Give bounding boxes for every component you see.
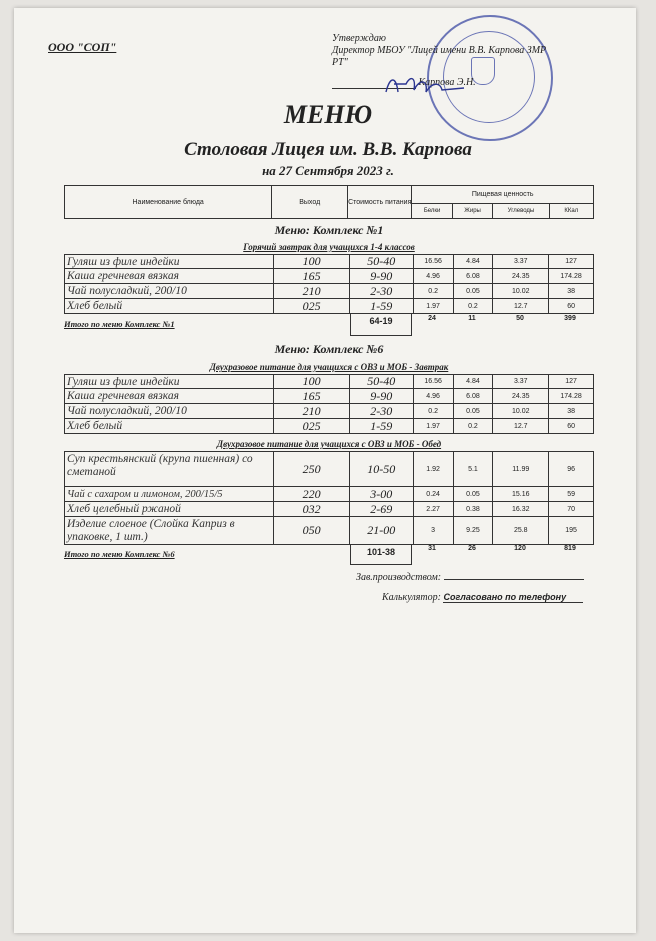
- dish-carbs: 16.32: [493, 502, 549, 516]
- dish-protein: 2.27: [414, 502, 454, 516]
- dish-output: 165: [274, 269, 350, 283]
- dish-protein: 0.2: [414, 404, 454, 418]
- dish-carbs: 10.02: [493, 404, 549, 418]
- dish-output: 250: [274, 452, 350, 486]
- dish-protein: 3: [414, 517, 454, 544]
- dish-fat: 9.25: [454, 517, 494, 544]
- dish-kcal: 38: [567, 407, 575, 415]
- dish-output: 025: [274, 299, 350, 313]
- dish-carbs: 24.35: [493, 389, 549, 403]
- dish-price: 2-30: [350, 284, 414, 298]
- dish-protein: 4.96: [414, 389, 454, 403]
- dish-price: 9-90: [350, 269, 414, 283]
- table-row: [64, 502, 594, 517]
- dish-carbs: 11.99: [493, 452, 549, 486]
- complex6-group-lunch: Двухразовое питание для учащихся с ОВЗ и МОБ - Обед: [216, 439, 442, 449]
- approve-position-cont: РТ": [332, 57, 348, 68]
- complex1-total-price: 64-19: [350, 314, 412, 336]
- complex1-title: Меню: Комплекс №1: [274, 223, 384, 237]
- header-protein: Белки: [412, 203, 452, 218]
- dish-kcal: 38: [567, 287, 575, 295]
- dish-name: Хлеб целебный ржаной: [65, 502, 274, 516]
- dish-output: 165: [274, 389, 350, 403]
- approve-position: Директор МБОУ "Лицей имени В.В. Карпова ЗМР: [332, 45, 547, 56]
- header-carbs: Углеводы: [493, 203, 549, 218]
- complex1-group: Горячий завтрак для учащихся 1-4 классов: [243, 242, 415, 252]
- dish-name: Гуляш из филе индейки: [65, 375, 274, 388]
- production-signature-line: [444, 579, 584, 580]
- complex6-total-price: 101-38: [350, 545, 412, 565]
- table-row: [64, 269, 594, 284]
- dish-price: 3-00: [350, 487, 414, 501]
- dish-fat: 4.84: [454, 375, 494, 388]
- dish-output: 220: [274, 487, 350, 501]
- dish-name: Суп крестьянский (крупа пшенная) со сметаной: [65, 452, 274, 486]
- dish-output: 100: [274, 255, 350, 268]
- complex6-title: Меню: Комплекс №6: [274, 342, 384, 356]
- dish-output: 210: [274, 404, 350, 418]
- calculator-row: [382, 592, 583, 603]
- dish-name: Каша гречневая вязкая: [65, 389, 274, 403]
- header-nutrition: Пищевая ценность: [412, 186, 594, 204]
- complex1-total-kcal: 399: [564, 315, 576, 322]
- table-row: [64, 254, 594, 269]
- dish-output: 210: [274, 284, 350, 298]
- dish-price: 1-59: [350, 299, 414, 313]
- dish-output: 050: [274, 517, 350, 544]
- dish-fat: 0.2: [454, 299, 494, 313]
- dish-carbs: 15.16: [493, 487, 549, 501]
- approve-label: Утверждаю: [332, 33, 386, 44]
- calculator-label: Калькулятор:: [382, 592, 441, 603]
- production-row: [356, 572, 584, 583]
- menu-date: на 27 Сентября 2023 г.: [262, 163, 394, 178]
- dish-kcal: 60: [567, 302, 575, 310]
- complex1-total-fat: 11: [468, 315, 476, 322]
- complex1-total-carbs: 50: [516, 315, 524, 322]
- dish-name: Чай полусладкий, 200/10: [65, 404, 274, 418]
- dish-fat: 0.05: [454, 284, 494, 298]
- dish-name: Хлеб белый: [65, 299, 274, 313]
- dish-fat: 5.1: [454, 452, 494, 486]
- dish-kcal: 127: [565, 378, 577, 385]
- dish-protein: 1.92: [414, 452, 454, 486]
- dish-price: 9-90: [350, 389, 414, 403]
- header-output: Выход: [272, 186, 348, 219]
- dish-output: 100: [274, 375, 350, 388]
- complex1-total-label: Итого по меню Комплекс №1: [64, 319, 175, 329]
- header-kcal: ККал: [549, 203, 593, 218]
- dish-name: Чай с сахаром и лимоном, 200/15/5: [65, 487, 274, 501]
- table-row: [64, 374, 594, 389]
- dish-carbs: 3.37: [493, 375, 549, 388]
- dish-protein: 0.2: [414, 284, 454, 298]
- header-price: Стоимость питания: [348, 186, 412, 219]
- calculator-value: Согласовано по телефону: [443, 592, 583, 603]
- table-row: [64, 389, 594, 404]
- table-row: [64, 487, 594, 502]
- complex6-group-breakfast: Двухразовое питание для учащихся с ОВЗ и МОБ - Завтрак: [209, 362, 449, 372]
- table-row: [64, 419, 594, 434]
- dish-protein: 4.96: [414, 269, 454, 283]
- complex6-total-carbs: 120: [514, 545, 526, 552]
- dish-carbs: 24.35: [493, 269, 549, 283]
- dish-name: Хлеб белый: [65, 419, 274, 433]
- dish-protein: 1.97: [414, 299, 454, 313]
- complex6-total-protein: 31: [428, 545, 436, 552]
- complex1-total-protein: 24: [428, 315, 436, 322]
- dish-price: 21-00: [350, 517, 414, 544]
- dish-price: 50-40: [350, 375, 414, 388]
- dish-carbs: 25.8: [493, 517, 549, 544]
- dish-carbs: 3.37: [493, 255, 549, 268]
- dish-price: 50-40: [350, 255, 414, 268]
- dish-protein: 0.24: [414, 487, 454, 501]
- table-row: [64, 299, 594, 314]
- dish-kcal: 127: [565, 258, 577, 265]
- complex6-total-kcal: 819: [564, 545, 576, 552]
- dish-fat: 6.08: [454, 389, 494, 403]
- dish-name: Каша гречневая вязкая: [65, 269, 274, 283]
- dish-fat: 6.08: [454, 269, 494, 283]
- organization-name: ООО "СОП": [48, 40, 117, 54]
- dish-name: Чай полусладкий, 200/10: [65, 284, 274, 298]
- dish-fat: 0.05: [454, 404, 494, 418]
- dish-carbs: 12.7: [493, 299, 549, 313]
- complex6-total-fat: 26: [468, 545, 476, 552]
- dish-kcal: 174.28: [560, 272, 582, 280]
- header-name: Наименование блюда: [65, 186, 272, 219]
- dish-price: 2-30: [350, 404, 414, 418]
- school-name: Столовая Лицея им. В.В. Карпова: [184, 139, 472, 160]
- dish-fat: 4.84: [454, 255, 494, 268]
- dish-protein: 1.97: [414, 419, 454, 433]
- table-row: [64, 284, 594, 299]
- complex6-total-label: Итого по меню Комплекс №6: [64, 549, 175, 559]
- dish-name: Гуляш из филе индейки: [65, 255, 274, 268]
- dish-price: 10-50: [350, 452, 414, 486]
- table-row: [64, 451, 594, 487]
- dish-carbs: 10.02: [493, 284, 549, 298]
- approve-name: Карпова Э.Н.: [418, 77, 476, 88]
- table-header: [64, 185, 594, 219]
- dish-protein: 16.56: [414, 255, 454, 268]
- dish-price: 1-59: [350, 419, 414, 433]
- dish-name: Изделие слоеное (Слойка Каприз в упаковке, 1 шт.): [65, 517, 274, 544]
- header-fat: Жиры: [452, 203, 492, 218]
- dish-price: 2-69: [350, 502, 414, 516]
- page-title: МЕНЮ: [283, 100, 373, 129]
- dish-kcal: 60: [567, 422, 575, 430]
- dish-kcal: 174.28: [560, 392, 582, 400]
- dish-protein: 16.56: [414, 375, 454, 388]
- table-row: [64, 517, 594, 545]
- handwritten-signature: [380, 72, 470, 100]
- dish-kcal: 59: [567, 490, 575, 498]
- dish-fat: 0.38: [454, 502, 494, 516]
- dish-output: 025: [274, 419, 350, 433]
- table-row: [64, 404, 594, 419]
- dish-kcal: 195: [565, 527, 577, 534]
- dish-output: 032: [274, 502, 350, 516]
- production-label: Зав.производством:: [356, 572, 442, 583]
- dish-fat: 0.2: [454, 419, 494, 433]
- dish-kcal: 70: [567, 505, 575, 513]
- dish-kcal: 96: [567, 465, 575, 473]
- dish-carbs: 12.7: [493, 419, 549, 433]
- dish-fat: 0.05: [454, 487, 494, 501]
